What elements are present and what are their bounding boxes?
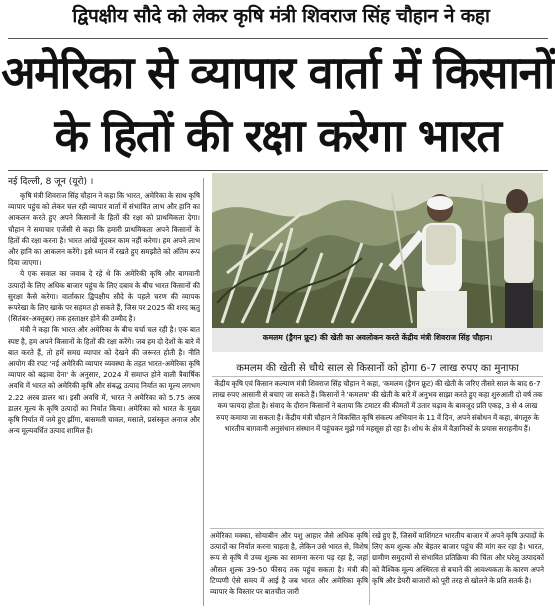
article-column-1 (8, 190, 200, 602)
paragraph: अमेरिका मक्का, सोयाबीन और पशु आहार जैसे अधिक कृषि उत्पादों का निर्यात करना चाहता है, लेकिन उसे भारत से, विशेष रूप से कृषि में उच्च शुल्क का सामना करना पड़ रहा है, जहां औसत शुल्क 39-50 फीसद तक पहुंच सकता है। मंत्री की टिप्पणी ऐसे समय में आई है जब भारत और अमेरिका कृषि व्यापार के विस्तार पर बातचीत जारी (210, 531, 368, 597)
paragraph: रखे हुए हैं, जिसमें वाशिंगटन भारतीय बाजार में अपने कृषि उत्पादों के लिए कम शुल्क और बेहतर बाजार पहुंच की मांग कर रहा है। भारत, ग्रामीण समुदायों से संभावित प्रतिक्रिया की चिंता और घरेलू उत्पादकों को वैश्विक मूल्य अस्थिरता से बचाने की आवश्यकता के कारण अपने कृषि और डेयरी बाजारों को पूरी तरह से खोलने के प्रति सतर्क है। (372, 531, 544, 585)
paragraph: मंत्री ने कहा कि भारत और अमेरिका के बीच चर्चा चल रही है। एक बात स्पष्ट है, हम अपने किसानों के हितों की रक्षा करेंगे। जब हम दो देशों के बारे में बात करते हैं, तो हमें समग्र व्यापार को देखने की जरूरत होती है। नीति आयोग की रपट 'नई अमेरिकी व्यापार व्यवस्था के तहत भारत-अमेरिका कृषि व्यापार को बढ़ावा देना' के अनुसार, 2024 में समाप्त होने वाली त्रैवार्षिक अवधि में भारत को अमेरिकी कृषि और संबद्ध उत्पाद निर्यात का मूल्य लगभग 2.22 अरब डालर था। इसी अवधि में, भारत ने अमेरिका को 5.75 अरब डालर मूल्य के कृषि उत्पादों का निर्यात किया। अमेरिका को भारत के मुख्य कृषि निर्यात में जमे हुए झींगा, बासमती चावल, मसाले, प्रसंस्कृत अनाज और अन्य मूल्यवर्धित उत्पाद शामिल हैं। (8, 325, 200, 436)
dateline: नई दिल्ली, 8 जून (यूरो) । (8, 177, 94, 187)
photo-caption: कमलम (ड्रैगन फ्रूट) की खेती का अवलोकन करते केंद्रीय मंत्री शिवराज सिंह चौहान। (262, 333, 493, 342)
paragraph: ये एक सवाल का जवाब दे रहे थे कि अमेरिकी कृषि और बागवानी उत्पादों के लिए अधिक बाजार पहुंच के लिए दबाव के बीच भारत किसानों की सुरक्षा कैसे करेगा। वार्ताकार द्विपक्षीय सौदे के पहले चरण की व्यापक रूपरेखा के लिए खाके पर सहमत हो सकते हैं, जिस पर 2025 की शरद ऋतु (सितंबर-अक्तूबर) तक हस्ताक्षर होने की उम्मीद है। (8, 269, 200, 324)
article-column-3 (372, 530, 544, 606)
headline-line-2: के हितों की रक्षा करेगा भारत (54, 109, 501, 162)
dragon-fruit-field-image (212, 173, 543, 328)
kicker-headline: द्विपक्षीय सौदे को लेकर कृषि मंत्री शिवराज सिंह चौहान ने कहा (72, 5, 490, 27)
divider (212, 376, 543, 377)
sidebar-story (212, 378, 543, 528)
subheadline: कमलम की खेती से चौथे साल से किसानों को होगा 6-7 लाख रुपए का मुनाफा (236, 363, 519, 374)
paragraph: केंद्रीय कृषि एवं किसान कल्याण मंत्री शिवराज सिंह चौहान ने कहा, 'कमलम (ड्रैगन फ्रूट) की खेती के जरिए तीसरे साल के बाद 6-7 लाख रुपए आसानी से बचाए जा सकते हैं। किसानों ने 'कमलम' की खेती के बारे में अनुभव साझा करते हुए कहा शुरुआती दो वर्ष तक कम फायदा होता है। संवाद के दौरान किसानों ने बताया कि टमाटर की कीमतों में उतार चढ़ाव के बावजूद प्रति एकड़, 3 से 4 लाख रुपए कमाया जा सकता है। केंद्रीय मंत्री चौहान ने विकसित कृषि संकल्प अभियान के 11 वें दिन, अपने संबोधन में कहा, बंगलूरु के भारतीय बागवानी अनुसंधान संस्थान में पहुंचकर मुझे गर्व महसूस हो रहा है। शोध के क्षेत्र में वैज्ञानिकों के प्रयास सराहनीय हैं। (212, 379, 543, 433)
column-divider (203, 178, 204, 606)
article-column-2 (210, 530, 368, 606)
article-photo (212, 173, 543, 328)
column-divider (369, 530, 370, 605)
divider (210, 528, 544, 529)
divider (8, 170, 548, 171)
paragraph: कृषि मंत्री शिवराज सिंह चौहान ने कहा कि भारत, अमेरिका के साथ कृषि व्यापार पहुंच को लेकर चल रही व्यापार वार्ता में संभावित लाभ और हानि का आकलन करते हुए अपने किसानों के हितों की रक्षा को प्राथमिकता देगा। चौहान ने समाचार एजेंसी से कहा कि हमारी प्राथमिकता अपने किसानों के हितों की रक्षा करना है। भारत आंखें मूंदकर काम नहीं करेगा। हम अपने लाभ और हानि का आकलन करेंगे। इसे ध्यान में रखते हुए समझौते को अंतिम रूप दिया जाएगा। (8, 191, 200, 268)
headline-line-1: अमेरिका से व्यापार वार्ता में किसानों (1, 46, 554, 99)
divider (8, 38, 548, 39)
